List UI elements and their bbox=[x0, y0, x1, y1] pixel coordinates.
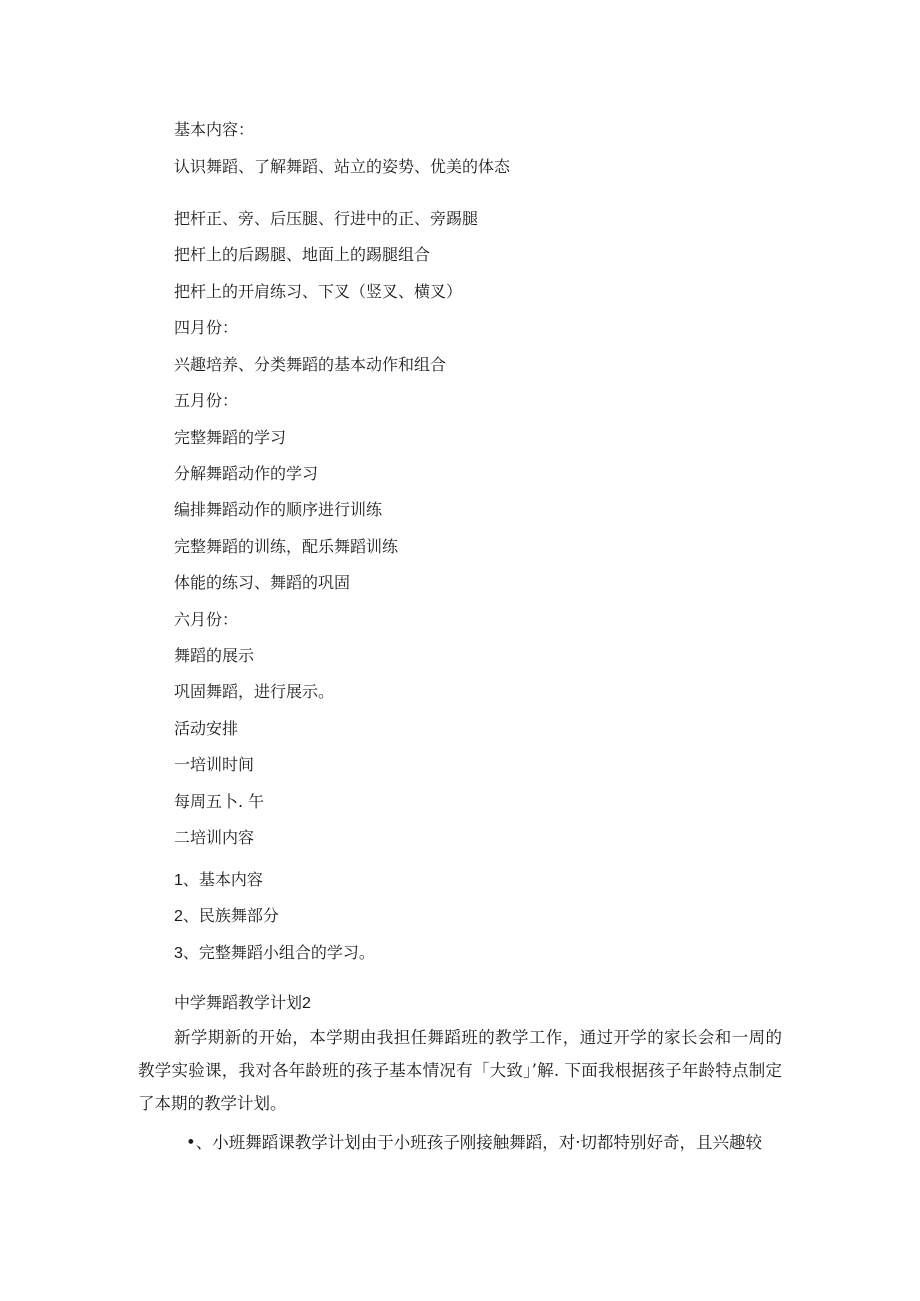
item-number: 1 bbox=[174, 872, 183, 889]
text-line: 把杆上的开肩练习、下叉（竖叉、横叉） bbox=[174, 282, 463, 301]
section-title-text: 中学舞蹈教学计划 bbox=[174, 993, 303, 1012]
item-text: 、基本内容 bbox=[182, 870, 263, 889]
item-text: 、民族舞部分 bbox=[182, 906, 279, 925]
numbered-item bbox=[174, 870, 263, 891]
activity-heading: 活动安排 bbox=[174, 719, 239, 738]
text-line: 完整舞蹈的训练，配乐舞蹈训练 bbox=[174, 537, 399, 556]
item-text: 、完整舞蹈小组合的学习。 bbox=[182, 943, 375, 962]
text-line: 一培训时间 bbox=[174, 755, 255, 774]
section-title-number: 2 bbox=[302, 995, 311, 1012]
body-paragraph: 新学期新的开始，本学期由我担任舞蹈班的教学工作，通过开学的家长会和一周的教学实验课，我对各年龄班的孩子基本情况有「大致」’解. 下面我根据孩子年龄特点制定了本期的教学计划。 bbox=[138, 1028, 782, 1113]
text-line: 体能的练习、舞蹈的巩固 bbox=[174, 573, 351, 592]
text-line: 舞蹈的展示 bbox=[174, 646, 255, 665]
text-line: 二培训内容 bbox=[174, 828, 255, 847]
month-heading-may: 五月份： bbox=[174, 391, 239, 410]
text-line: 每周五卜. 午 bbox=[174, 792, 265, 811]
section-title bbox=[174, 993, 311, 1014]
month-heading-april: 四月份： bbox=[174, 318, 239, 337]
numbered-item bbox=[174, 943, 375, 964]
text-line: 编排舞蹈动作的顺序进行训练 bbox=[174, 500, 383, 519]
month-heading-june: 六月份： bbox=[174, 610, 239, 629]
text-line: 分解舞蹈动作的学习 bbox=[174, 464, 319, 483]
text-line: 完整舞蹈的学习 bbox=[174, 428, 287, 447]
numbered-item bbox=[174, 906, 279, 927]
text-line: 把杆正、旁、后压腿、行进中的正、旁踢腿 bbox=[174, 209, 479, 228]
text-line: 认识舞蹈、了解舞蹈、站立的姿势、优美的体态 bbox=[174, 157, 511, 176]
bullet-line: •、小班舞蹈课教学计划由于小班孩子刚接触舞蹈，对·切都特别好奇，且兴趣较 bbox=[186, 1133, 762, 1152]
basic-content-heading: 基本内容： bbox=[174, 120, 255, 139]
text-line: 兴趣培养、分类舞蹈的基本动作和组合 bbox=[174, 355, 447, 374]
text-line: 巩固舞蹈，进行展示。 bbox=[174, 682, 335, 701]
text-line: 把杆上的后踢腿、地面上的踢腿组合 bbox=[174, 245, 431, 264]
item-number: 2 bbox=[174, 908, 183, 925]
item-number: 3 bbox=[174, 945, 183, 962]
